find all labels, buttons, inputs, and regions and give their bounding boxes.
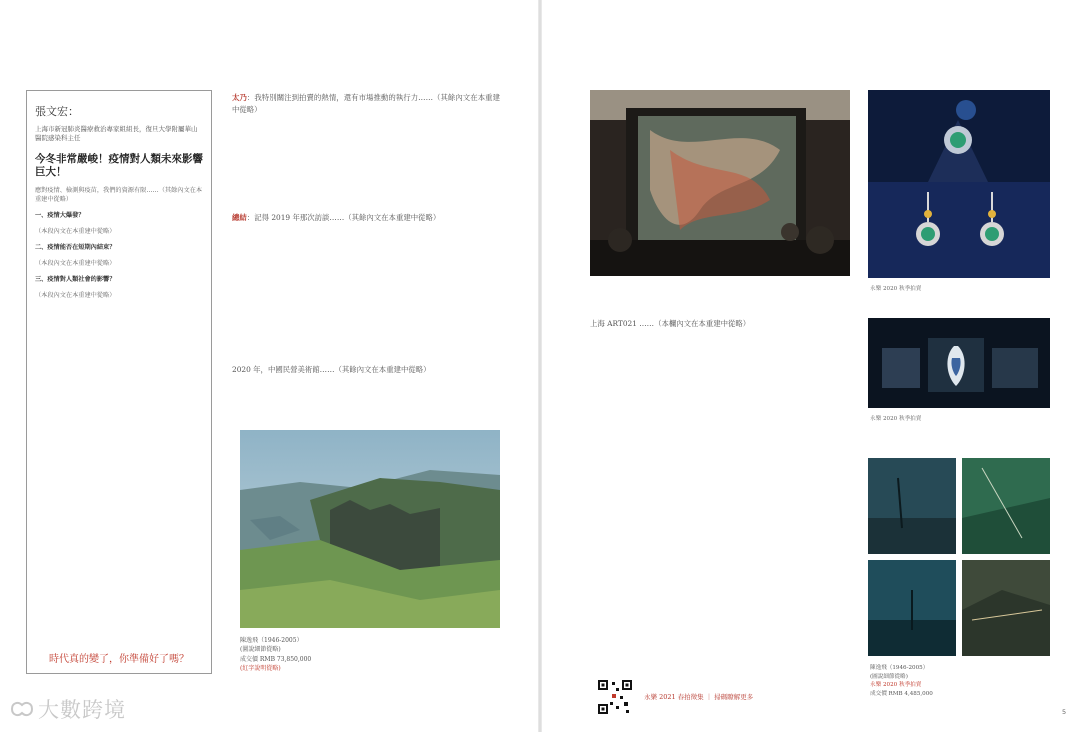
landscape-painting-image	[240, 430, 500, 628]
qr-code-icon[interactable]	[596, 678, 634, 716]
speaker-lead: 總結	[232, 213, 247, 222]
caption-line: 永樂 2020 秋季拍賣	[870, 682, 922, 689]
page-gutter	[538, 0, 542, 732]
watermark-text: 大數跨境	[38, 698, 126, 722]
interview-sidebar	[26, 90, 212, 674]
qr-caption: 永樂 2021 春拍徵集 ｜ 掃碼瞭解更多	[644, 693, 754, 701]
painting-thumbnail	[962, 560, 1050, 656]
page-number: 5	[1062, 708, 1067, 716]
jewelry-earrings-photo	[868, 182, 1050, 278]
jewelry-ring-photo	[868, 90, 1050, 182]
caption-line: 陳逸飛（1946-2005）	[240, 637, 303, 644]
painting-thumbnail	[868, 458, 956, 554]
sidebar-paragraph: 應對疫情、檢測與疫苗，我們的資源有限……（其餘內文在本重建中從略）	[35, 186, 203, 203]
sidebar-tagline: 時代真的變了，你準備好了嗎？	[49, 654, 189, 665]
painting-grid-caption	[870, 664, 1050, 699]
caption-line: 成交價 RMB 73,850,000	[240, 655, 312, 663]
body-text: 2020 年，中國民營美術館……（其餘內文在本重建中從略）	[232, 365, 431, 374]
caption-line: (圖說細節從略)	[870, 673, 908, 680]
sidebar-paragraph: （本段內文在本重建中從略）	[35, 259, 116, 267]
sidebar-name: 張文宏：	[35, 105, 79, 118]
sidebar-question: 三、疫情對人類社會的影響？	[35, 275, 116, 283]
jewelry-caption: 永樂 2020 秋季拍賣	[870, 286, 922, 292]
sidebar-question: 二、疫情能否在短期內結束？	[35, 243, 116, 251]
body-text: ：我特別關注到拍賣的熱情，還有市場推動的執行力……（其餘內文在本重建中從略）	[232, 93, 500, 114]
sidebar-question: 一、疫情大爆發？	[35, 211, 85, 219]
vase-caption: 永樂 2020 秋季拍賣	[870, 416, 922, 422]
body-column-b	[232, 212, 500, 229]
sidebar-paragraph: （本段內文在本重建中從略）	[35, 291, 116, 299]
watermark	[10, 694, 126, 724]
body-column-c	[232, 364, 500, 381]
sidebar-paragraph: （本段內文在本重建中從略）	[35, 227, 116, 235]
painting-thumbnail	[962, 458, 1050, 554]
speaker-lead: 太乃	[232, 93, 247, 102]
sidebar-headline-quote: 今冬非常嚴峻！疫情對人類未來影響巨大！	[35, 152, 203, 179]
painting-thumbnail	[868, 560, 956, 656]
watermark-logo-icon	[10, 699, 34, 719]
body-column-d	[590, 318, 848, 335]
auction-hall-photo	[590, 90, 850, 276]
caption-line: (圖說細節從略)	[240, 646, 281, 654]
body-column-a	[232, 92, 500, 121]
caption-line: 成交價 RMB 4,485,000	[870, 690, 933, 697]
body-text: 上海 ART021 ……（本欄內文在本重建中從略）	[590, 319, 751, 328]
painting-grid	[868, 458, 1050, 656]
caption-line: (紅字說明從略)	[240, 664, 281, 672]
vase-display-photo	[868, 318, 1050, 408]
caption-line: 陳逸飛（1946-2005）	[870, 665, 929, 671]
left-painting-caption	[240, 636, 510, 673]
body-text: ：記得 2019 年那次訪談……（其餘內文在本重建中從略）	[246, 213, 441, 222]
sidebar-role: 上海市新冠肺炎醫療救治專家組組長，復旦大學附屬華山醫院感染科主任	[35, 125, 198, 142]
